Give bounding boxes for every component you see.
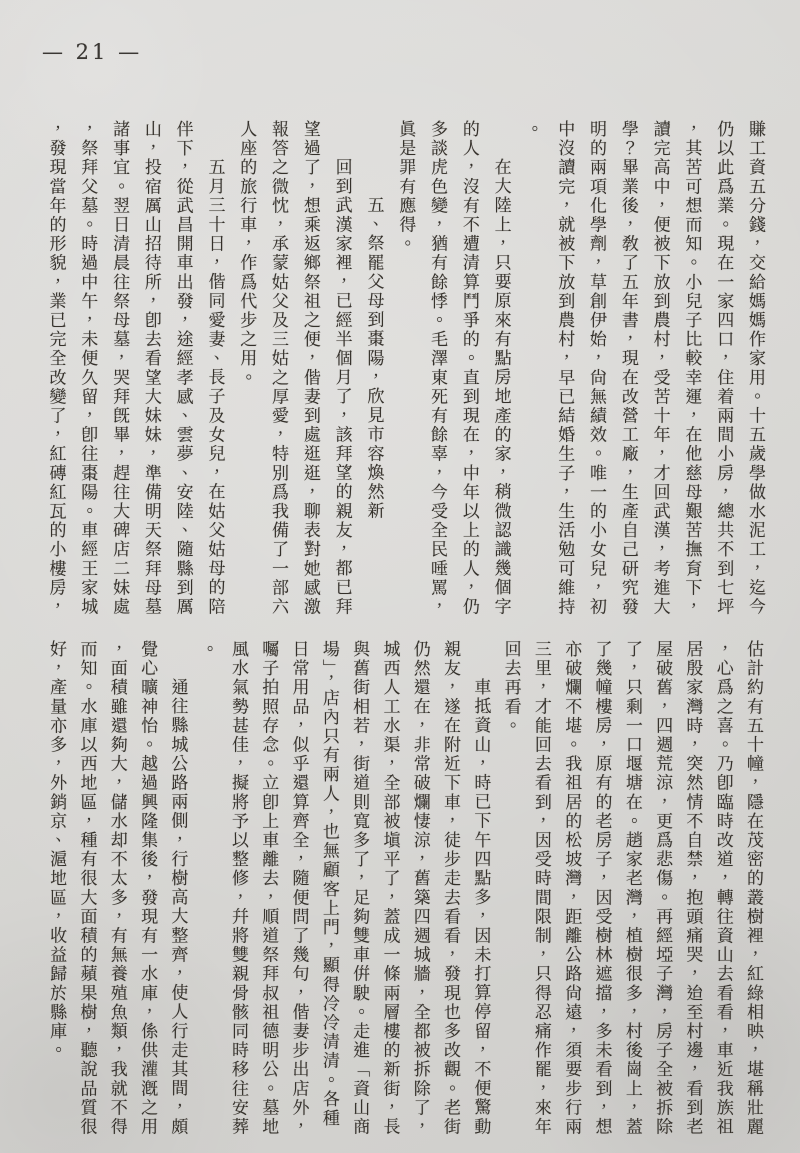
paragraph: 通往縣城公路兩側，行樹高大整齊，使人行走其間，頗覺心曠神怡。越過興隆集後，發現有一水庫，係供灌漑之用，面積雖還夠大，儲水却不太多，有無養殖魚類，我就不得而知。水庫以西地區，種有很大面積的蘋果樹，聽說品質很好，產量亦多，外銷京、滬地區，收益歸於縣庫。 [46,640,188,1137]
top-text-block [36,120,770,625]
paragraph-continuation: 賺工資五分錢，交給媽媽作家用。十五歲學做水泥工，迄今仍以此爲業。現在一家四口，住着兩間小房，總共不到七坪，其苦可想而知。小兒子比較幸運，在他慈母艱苦撫育下，讀完高中，便被下放到農村，受苦十年，才回武漢，考進大學？畢業後，敎了五年書，現在改營工廠，生產自己研究發明的兩項化學劑，草創伊始，尙無績效。唯一的小女兒，初中沒讀完，就被下放到農村，早已結婚生子，生活勉可維持。 [522,120,765,617]
page-number: — 21 — [42,40,143,64]
paragraph: 回到武漢家裡，已經半個月了，該拜望的親友，都已拜望過了，想乘返鄉祭祖之便，偕妻到處逛逛，聊表對她感激報答之微忱，承蒙姑父及三姑之厚愛，特別爲我備了一部六人座的旅行車，作爲代步之用。 [236,120,352,617]
paragraph: 車抵資山，時已下午四點多，因未打算停留，不便驚動親友，遂在附近下車，徒步走去看看，發現也多改觀。老街仍然還在，非常破爛悽涼，舊築四週城牆，全都被拆除了，城西人工水渠，全部被塡平了，蓋成一條兩層樓的新街，長與舊街相若，街道則寬多了，足夠雙車倂駛。走進「資山商場」，店內只有兩人，也無顧客上門，顯得冷冷清清。各種日常用品，似乎還算齊全，隨便問了幾句，偕妻步出店外，囑子拍照存念。立卽上車離去，順道祭拜叔祖德明公。墓地風水氣勢甚佳，擬將予以整修，幷將雙親骨骸同時移往安葬。 [197,640,491,1137]
paragraph: 五月三十日，偕同愛妻、長子及女兒，在姑父姑母的陪伴下，從武昌開車出發，途經孝感、雲夢、安陸、隨縣到厲山，投宿厲山招待所，卽去看望大妹妹，準備明天祭拜母墓諸事宜。翌日清晨往祭母墓，哭拜旣畢，趕往大碑店二妹處，祭拜父墓。時過中午，未便久留，卽往棗陽。車經王家城，發現當年的形貌，業已完全改變了，紅磚紅瓦的小樓房， [45,120,225,617]
paragraph: 在大陸上，只要原來有點房地產的家，稍微認識幾個字的人，沒有不遭清算鬥爭的。直到現在，中年以上的人，仍多談虎色變，猶有餘悸。毛澤東死有餘辜，今受全民唾罵，眞是罪有應得。 [395,120,511,617]
bottom-text-block [40,640,768,1145]
paragraph-continuation: 估計約有五十幢，隱在茂密的叢樹裡，紅綠相映，堪稱壯麗，心爲之喜。乃卽臨時改道，轉往資山去看看，車近我族祖居殷家灣時，突然情不自禁，抱頭痛哭，迨至村邊，看到老屋破舊，四週荒涼，更爲悲傷。再經埡子灣，房子全被拆除了，只剩一口堰塘在。趙家老灣，植樹很多，村後崗上，蓋了幾幢樓房，原有的老房子，因受樹林遮擋，多未看到，想亦破爛不堪。我祖居的松坡灣，距離公路尙遠，須要步行兩三里，才能回去看到，因受時間限制，只得忍痛作罷，來年回去再看。 [500,640,763,1137]
section-heading: 五、祭罷父母到棗陽，欣見市容煥然新 [363,196,384,522]
